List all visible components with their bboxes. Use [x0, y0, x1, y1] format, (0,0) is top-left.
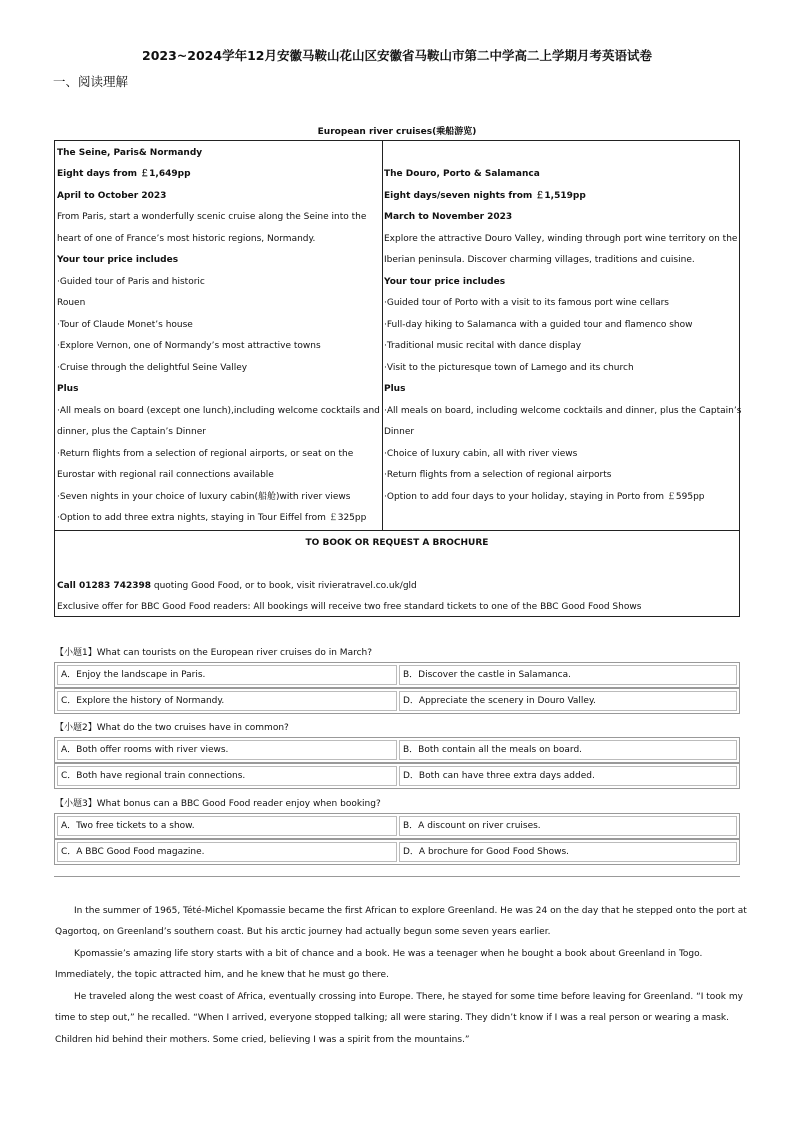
- booking-call: [57, 580, 417, 592]
- passage-line: time to step out,” he recalled. “When I arrived, everyone stopped talking; all were staring. They didn’t know if I was a real person or wearing a mask.: [55, 1013, 729, 1023]
- option-a[interactable]: A．Both offer rooms with river views.: [57, 740, 397, 760]
- option-a[interactable]: A．Enjoy the landscape in Paris.: [57, 665, 397, 685]
- cruise-text: ·Option to add three extra nights, staying in Tour Eiffel from ￡325pp: [57, 513, 367, 523]
- page-title: 2023~2024学年12月安徽马鞍山花山区安徽省马鞍山市第二中学高二上学期月考英语试卷: [142, 48, 652, 63]
- option-b[interactable]: B．Discover the castle in Salamanca.: [399, 665, 737, 685]
- cruise-dates: April to October 2023: [57, 191, 167, 201]
- booking-offer: Exclusive offer for BBC Good Food readers: All bookings will receive two free standard tickets to one of the BBC Good Food Shows: [57, 602, 642, 612]
- section-heading: 一、阅读理解: [53, 74, 129, 89]
- cruise-text: ·Guided tour of Porto with a visit to its famous port wine cellars: [384, 298, 669, 308]
- booking-call-text: quoting Good Food, or to book, visit rivieratravel.co.uk/gld: [151, 581, 417, 591]
- question-stem: 【小题2】What do the two cruises have in common?: [55, 723, 289, 733]
- douro-column: [382, 141, 742, 530]
- booking-section: [55, 530, 739, 617]
- cruise-text: ·Tour of Claude Monet’s house: [57, 320, 193, 330]
- option-d[interactable]: D．Both can have three extra days added.: [399, 766, 737, 786]
- cruise-text: ·Option to add four days to your holiday, staying in Porto from ￡595pp: [384, 492, 705, 502]
- cruise-text: Rouen: [57, 298, 86, 308]
- cruise-name: The Douro, Porto & Salamanca: [384, 169, 540, 179]
- cruise-subheading: Your tour price includes: [57, 255, 179, 265]
- booking-title: TO BOOK OR REQUEST A BROCHURE: [305, 538, 489, 548]
- cruise-text: From Paris, start a wonderfully scenic cruise along the Seine into the: [57, 212, 367, 222]
- cruise-subheading: Your tour price includes: [384, 277, 506, 287]
- cruise-text: ·Return flights from a selection of regional airports, or seat on the: [57, 449, 354, 459]
- option-d[interactable]: D．Appreciate the scenery in Douro Valley.: [399, 691, 737, 711]
- cruise-subheading: Plus: [57, 384, 79, 394]
- question-stem: 【小题3】What bonus can a BBC Good Food reader enjoy when booking?: [55, 799, 381, 809]
- cruise-dates: March to November 2023: [384, 212, 513, 222]
- cruise-text: Dinner: [384, 427, 415, 437]
- cruise-table: [54, 140, 740, 617]
- options-row: [54, 763, 740, 789]
- phone-number: Call 01283 742398: [57, 581, 151, 591]
- option-c[interactable]: C．Both have regional train connections.: [57, 766, 397, 786]
- cruise-text: ·Visit to the picturesque town of Lamego and its church: [384, 363, 634, 373]
- options-row: [54, 839, 740, 865]
- options-row: [54, 688, 740, 714]
- options-row: [54, 737, 740, 763]
- cruise-text: ·Seven nights in your choice of luxury cabin(船舱)with river views: [57, 492, 351, 502]
- cruise-text: ·Full-day hiking to Salamanca with a guided tour and flamenco show: [384, 320, 693, 330]
- passage-line: Immediately, the topic attracted him, and he knew that he must go there.: [55, 970, 389, 980]
- question-stem: 【小题1】What can tourists on the European river cruises do in March?: [55, 648, 373, 658]
- cruise-text: ·Explore Vernon, one of Normandy’s most attractive towns: [57, 341, 321, 351]
- option-b[interactable]: B．A discount on river cruises.: [399, 816, 737, 836]
- option-c[interactable]: C．A BBC Good Food magazine.: [57, 842, 397, 862]
- option-a[interactable]: A．Two free tickets to a show.: [57, 816, 397, 836]
- option-c[interactable]: C．Explore the history of Normandy.: [57, 691, 397, 711]
- options-row: [54, 662, 740, 688]
- passage-line: He traveled along the west coast of Africa, eventually crossing into Europe. There, he stayed for some time before leaving for Greenland. “I took my: [74, 992, 743, 1002]
- cruise-text: ·Return flights from a selection of regional airports: [384, 470, 612, 480]
- cruise-text: Eurostar with regional rail connections available: [57, 470, 274, 480]
- cruise-text: dinner, plus the Captain’s Dinner: [57, 427, 206, 437]
- cruise-price: Eight days/seven nights from ￡1,519pp: [384, 191, 586, 201]
- cruise-text: ·All meals on board, including welcome cocktails and dinner, plus the Captain’s: [384, 406, 742, 416]
- passage-line: In the summer of 1965, Tété-Michel Kpomassie became the first African to explore Greenland. He was 24 on the day that he stepped onto the port at: [74, 906, 747, 916]
- cruise-name: The Seine, Paris& Normandy: [57, 148, 203, 158]
- cruise-text: ·Cruise through the delightful Seine Valley: [57, 363, 248, 373]
- option-b[interactable]: B．Both contain all the meals on board.: [399, 740, 737, 760]
- passage-line: Children hid behind their mothers. Some cried, believing I was a spirit from the mountains.”: [55, 1035, 470, 1045]
- cruise-text: ·Traditional music recital with dance display: [384, 341, 582, 351]
- cruise-text: heart of one of France’s most historic regions, Normandy.: [57, 234, 316, 244]
- options-row: [54, 813, 740, 839]
- cruise-price: Eight days from ￡1,649pp: [57, 169, 191, 179]
- seine-column: [55, 141, 383, 530]
- cruise-subheading: Plus: [384, 384, 406, 394]
- cruise-text: Iberian peninsula. Discover charming villages, traditions and cuisine.: [384, 255, 695, 265]
- cruise-text: ·Guided tour of Paris and historic: [57, 277, 205, 287]
- cruise-text: ·All meals on board (except one lunch),including welcome cocktails and: [57, 406, 380, 416]
- table-caption: European river cruises(乘船游览): [317, 127, 477, 137]
- cruise-text: Explore the attractive Douro Valley, winding through port wine territory on the: [384, 234, 738, 244]
- option-d[interactable]: D．A brochure for Good Food Shows.: [399, 842, 737, 862]
- divider: [54, 876, 740, 877]
- passage-line: Kpomassie’s amazing life story starts with a bit of chance and a book. He was a teenager when he bought a book about Greenland in Togo.: [74, 949, 703, 959]
- cruise-text: ·Choice of luxury cabin, all with river views: [384, 449, 578, 459]
- passage-line: Qagortoq, on Greenland’s southern coast. But his arctic journey had actually begun some seven years earlier.: [55, 927, 551, 937]
